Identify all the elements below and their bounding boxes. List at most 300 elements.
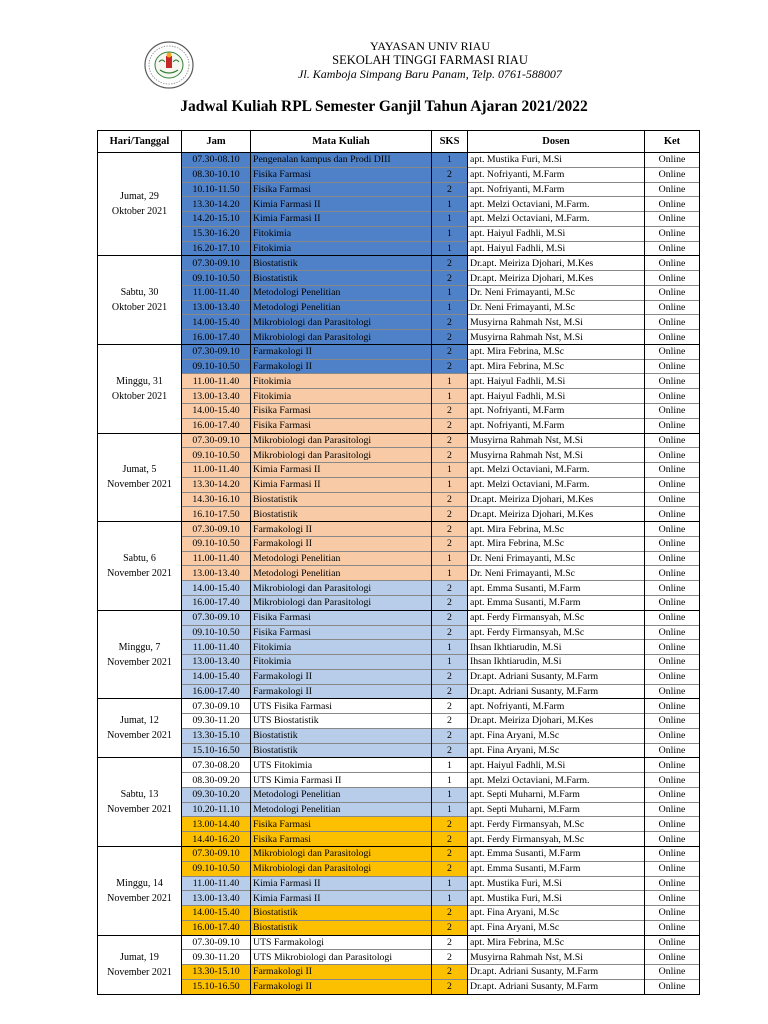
- credits-cell: 2: [432, 846, 468, 861]
- lecturer-cell: Musyirna Rahmah Nst, M.Si: [468, 950, 645, 965]
- table-row: [98, 920, 700, 935]
- day-date-line: Sabtu, 6: [123, 552, 156, 564]
- day-date-line: November 2021: [107, 567, 172, 579]
- lecturer-cell: apt. Mira Febrina, M.Sc: [468, 359, 645, 374]
- time-cell: 09.30-11.20: [182, 950, 251, 965]
- lecturer-cell: apt. Melzi Octaviani, M.Farm.: [468, 477, 645, 492]
- lecturer-cell: Musyirna Rahmah Nst, M.Si: [468, 433, 645, 448]
- day-date-line: November 2021: [107, 804, 172, 816]
- course-cell: Fitokimia: [251, 640, 432, 655]
- table-row: [98, 344, 700, 359]
- lecturer-cell: Dr. Neni Frimayanti, M.Sc: [468, 300, 645, 315]
- table-row: [98, 610, 700, 625]
- credits-cell: 2: [432, 950, 468, 965]
- note-cell: Online: [645, 640, 700, 655]
- course-cell: Biostatistik: [251, 920, 432, 935]
- course-cell: Fisika Farmasi: [251, 404, 432, 419]
- lecturer-cell: Dr.apt. Adriani Susanty, M.Farm: [468, 669, 645, 684]
- credits-cell: 1: [432, 773, 468, 788]
- credits-cell: 2: [432, 448, 468, 463]
- credits-cell: 2: [432, 699, 468, 714]
- table-row: [98, 300, 700, 315]
- column-header-lecturer: Dosen: [468, 131, 645, 153]
- time-cell: 10.10-11.50: [182, 182, 251, 197]
- day-date-line: Jumat, 29: [120, 191, 159, 203]
- table-row: [98, 330, 700, 345]
- table-row: [98, 684, 700, 699]
- course-cell: Mikrobiologi dan Parasitologi: [251, 581, 432, 596]
- course-cell: Fisika Farmasi: [251, 182, 432, 197]
- credits-cell: 1: [432, 300, 468, 315]
- course-cell: Fitokimia: [251, 226, 432, 241]
- course-cell: Biostatistik: [251, 728, 432, 743]
- note-cell: Online: [645, 817, 700, 832]
- time-cell: 16.10-17.50: [182, 507, 251, 522]
- lecturer-cell: apt. Emma Susanti, M.Farm: [468, 581, 645, 596]
- time-cell: 14.20-15.10: [182, 212, 251, 227]
- table-row: [98, 522, 700, 537]
- credits-cell: 1: [432, 802, 468, 817]
- table-row: [98, 285, 700, 300]
- course-cell: UTS Biostatistik: [251, 714, 432, 729]
- time-cell: 13.30-14.20: [182, 197, 251, 212]
- lecturer-cell: apt. Septi Muharni, M.Farm: [468, 802, 645, 817]
- table-row: [98, 625, 700, 640]
- course-cell: UTS Fisika Farmasi: [251, 699, 432, 714]
- lecturer-cell: Dr.apt. Adriani Susanty, M.Farm: [468, 979, 645, 994]
- day-date-line: November 2021: [107, 730, 172, 742]
- time-cell: 09.10-10.50: [182, 448, 251, 463]
- table-row: [98, 389, 700, 404]
- lecturer-cell: Dr.apt. Adriani Susanty, M.Farm: [468, 965, 645, 980]
- time-cell: 14.00-15.40: [182, 404, 251, 419]
- note-cell: Online: [645, 743, 700, 758]
- credits-cell: 2: [432, 906, 468, 921]
- course-cell: Farmakologi II: [251, 965, 432, 980]
- note-cell: Online: [645, 566, 700, 581]
- lecturer-cell: apt. Fina Aryani, M.Sc: [468, 920, 645, 935]
- note-cell: Online: [645, 610, 700, 625]
- table-row: [98, 182, 700, 197]
- credits-cell: 1: [432, 153, 468, 168]
- note-cell: Online: [645, 655, 700, 670]
- page-title: Jadwal Kuliah RPL Semester Ganjil Tahun Ajaran 2021/2022: [180, 98, 588, 115]
- lecturer-cell: Musyirna Rahmah Nst, M.Si: [468, 448, 645, 463]
- day-date-line: Jumat, 19: [120, 951, 159, 963]
- schedule-body: [98, 153, 700, 995]
- table-row: [98, 271, 700, 286]
- day-date-line: November 2021: [107, 656, 172, 668]
- note-cell: Online: [645, 625, 700, 640]
- note-cell: Online: [645, 374, 700, 389]
- credits-cell: 2: [432, 832, 468, 847]
- day-date-line: November 2021: [107, 479, 172, 491]
- course-cell: Fitokimia: [251, 655, 432, 670]
- note-cell: Online: [645, 861, 700, 876]
- table-row: [98, 492, 700, 507]
- lecturer-cell: apt. Haiyul Fadhli, M.Si: [468, 374, 645, 389]
- course-cell: Mikrobiologi dan Parasitologi: [251, 448, 432, 463]
- table-row: [98, 699, 700, 714]
- lecturer-cell: Dr.apt. Meiriza Djohari, M.Kes: [468, 271, 645, 286]
- column-header-note: Ket: [645, 131, 700, 153]
- time-cell: 15.30-16.20: [182, 226, 251, 241]
- course-cell: UTS Fitokimia: [251, 758, 432, 773]
- table-row: [98, 906, 700, 921]
- day-date-line: Oktober 2021: [111, 390, 168, 402]
- lecturer-cell: apt. Ferdy Firmansyah, M.Sc: [468, 625, 645, 640]
- course-cell: Kimia Farmasi II: [251, 197, 432, 212]
- credits-cell: 1: [432, 876, 468, 891]
- course-cell: Metodologi Penelitian: [251, 787, 432, 802]
- lecturer-cell: apt. Haiyul Fadhli, M.Si: [468, 389, 645, 404]
- credits-cell: 1: [432, 389, 468, 404]
- day-date-cell: [98, 610, 182, 699]
- day-date-line: Jumat, 12: [120, 715, 159, 727]
- lecturer-cell: apt. Septi Muharni, M.Farm: [468, 787, 645, 802]
- lecturer-cell: Dr. Neni Frimayanti, M.Sc: [468, 285, 645, 300]
- table-row: [98, 581, 700, 596]
- course-cell: Farmakologi II: [251, 522, 432, 537]
- day-date-line: Jumat, 5: [122, 464, 157, 476]
- column-header-day: Hari/Tanggal: [98, 131, 182, 153]
- course-cell: Fisika Farmasi: [251, 610, 432, 625]
- lecturer-cell: Dr.apt. Adriani Susanty, M.Farm: [468, 684, 645, 699]
- course-cell: UTS Farmakologi: [251, 935, 432, 950]
- day-date-line: Sabtu, 30: [120, 287, 159, 299]
- course-cell: UTS Mikrobiologi dan Parasitologi: [251, 950, 432, 965]
- note-cell: Online: [645, 950, 700, 965]
- course-cell: Fitokimia: [251, 389, 432, 404]
- note-cell: Online: [645, 167, 700, 182]
- table-row: [98, 787, 700, 802]
- note-cell: Online: [645, 832, 700, 847]
- credits-cell: 2: [432, 315, 468, 330]
- lecturer-cell: apt. Nofriyanti, M.Farm: [468, 418, 645, 433]
- day-date-cell: [98, 699, 182, 758]
- table-row: [98, 477, 700, 492]
- course-cell: Biostatistik: [251, 492, 432, 507]
- table-row: [98, 846, 700, 861]
- school-name: SEKOLAH TINGGI FARMASI RIAU: [332, 53, 528, 67]
- note-cell: Online: [645, 315, 700, 330]
- time-cell: 07.30-09.10: [182, 344, 251, 359]
- credits-cell: 2: [432, 935, 468, 950]
- note-cell: Online: [645, 285, 700, 300]
- lecturer-cell: apt. Nofriyanti, M.Farm: [468, 404, 645, 419]
- time-cell: 16.20-17.10: [182, 241, 251, 256]
- course-cell: Biostatistik: [251, 906, 432, 921]
- note-cell: Online: [645, 418, 700, 433]
- note-cell: Online: [645, 876, 700, 891]
- note-cell: Online: [645, 330, 700, 345]
- note-cell: Online: [645, 536, 700, 551]
- note-cell: Online: [645, 241, 700, 256]
- note-cell: Online: [645, 463, 700, 478]
- time-cell: 13.30-15.10: [182, 965, 251, 980]
- day-date-cell: [98, 256, 182, 345]
- table-row: [98, 758, 700, 773]
- credits-cell: 2: [432, 492, 468, 507]
- time-cell: 09.30-11.20: [182, 714, 251, 729]
- credits-cell: 2: [432, 920, 468, 935]
- credits-cell: 1: [432, 566, 468, 581]
- time-cell: 14.00-15.40: [182, 581, 251, 596]
- course-cell: Metodologi Penelitian: [251, 300, 432, 315]
- credits-cell: 2: [432, 404, 468, 419]
- time-cell: 14.00-15.40: [182, 315, 251, 330]
- note-cell: Online: [645, 669, 700, 684]
- credits-cell: 2: [432, 359, 468, 374]
- time-cell: 09.30-10.20: [182, 787, 251, 802]
- credits-cell: 2: [432, 522, 468, 537]
- note-cell: Online: [645, 359, 700, 374]
- note-cell: Online: [645, 389, 700, 404]
- time-cell: 07.30-09.10: [182, 522, 251, 537]
- credits-cell: 1: [432, 891, 468, 906]
- table-row: [98, 226, 700, 241]
- note-cell: Online: [645, 344, 700, 359]
- lecturer-cell: Dr.apt. Meiriza Djohari, M.Kes: [468, 714, 645, 729]
- time-cell: 16.00-17.40: [182, 595, 251, 610]
- lecturer-cell: Dr. Neni Frimayanti, M.Sc: [468, 566, 645, 581]
- lecturer-cell: apt. Fina Aryani, M.Sc: [468, 743, 645, 758]
- note-cell: Online: [645, 906, 700, 921]
- time-cell: 13.00-13.40: [182, 300, 251, 315]
- course-cell: Fisika Farmasi: [251, 167, 432, 182]
- lecturer-cell: apt. Melzi Octaviani, M.Farm.: [468, 197, 645, 212]
- lecturer-cell: apt. Mira Febrina, M.Sc: [468, 344, 645, 359]
- note-cell: Online: [645, 728, 700, 743]
- table-row: [98, 655, 700, 670]
- time-cell: 13.30-15.10: [182, 728, 251, 743]
- time-cell: 13.00-13.40: [182, 891, 251, 906]
- note-cell: Online: [645, 153, 700, 168]
- day-date-line: November 2021: [107, 966, 172, 978]
- time-cell: 14.30-16.10: [182, 492, 251, 507]
- credits-cell: 2: [432, 182, 468, 197]
- credits-cell: 2: [432, 330, 468, 345]
- table-row: [98, 197, 700, 212]
- note-cell: Online: [645, 979, 700, 994]
- course-cell: Kimia Farmasi II: [251, 212, 432, 227]
- lecturer-cell: apt. Melzi Octaviani, M.Farm.: [468, 773, 645, 788]
- note-cell: Online: [645, 935, 700, 950]
- table-row: [98, 241, 700, 256]
- note-cell: Online: [645, 448, 700, 463]
- lecturer-cell: apt. Mira Febrina, M.Sc: [468, 522, 645, 537]
- time-cell: 13.00-14.40: [182, 817, 251, 832]
- time-cell: 11.00-11.40: [182, 285, 251, 300]
- note-cell: Online: [645, 197, 700, 212]
- day-date-line: Oktober 2021: [111, 302, 168, 314]
- lecturer-cell: apt. Nofriyanti, M.Farm: [468, 699, 645, 714]
- time-cell: 10.20-11.10: [182, 802, 251, 817]
- table-row: [98, 935, 700, 950]
- time-cell: 11.00-11.40: [182, 463, 251, 478]
- school-address: Jl. Kamboja Simpang Baru Panam, Telp. 0761-588007: [298, 67, 562, 81]
- note-cell: Online: [645, 433, 700, 448]
- credits-cell: 1: [432, 463, 468, 478]
- lecturer-cell: apt. Haiyul Fadhli, M.Si: [468, 241, 645, 256]
- day-date-cell: [98, 935, 182, 994]
- table-row: [98, 374, 700, 389]
- credits-cell: 1: [432, 212, 468, 227]
- time-cell: 11.00-11.40: [182, 551, 251, 566]
- schedule-table: [97, 130, 700, 995]
- credits-cell: 1: [432, 241, 468, 256]
- table-row: [98, 507, 700, 522]
- credits-cell: 2: [432, 418, 468, 433]
- note-cell: Online: [645, 404, 700, 419]
- note-cell: Online: [645, 773, 700, 788]
- course-cell: Fitokimia: [251, 241, 432, 256]
- credits-cell: 2: [432, 581, 468, 596]
- table-row: [98, 876, 700, 891]
- note-cell: Online: [645, 507, 700, 522]
- column-header-time: Jam: [182, 131, 251, 153]
- table-row: [98, 167, 700, 182]
- credits-cell: 2: [432, 167, 468, 182]
- lecturer-cell: apt. Emma Susanti, M.Farm: [468, 846, 645, 861]
- table-row: [98, 212, 700, 227]
- column-header-course: Mata Kuliah: [251, 131, 432, 153]
- course-cell: Farmakologi II: [251, 344, 432, 359]
- table-row: [98, 817, 700, 832]
- day-date-line: Minggu, 14: [116, 877, 163, 889]
- lecturer-cell: apt. Fina Aryani, M.Sc: [468, 906, 645, 921]
- time-cell: 14.00-15.40: [182, 669, 251, 684]
- time-cell: 13.00-13.40: [182, 389, 251, 404]
- lecturer-cell: apt. Melzi Octaviani, M.Farm.: [468, 463, 645, 478]
- table-row: [98, 315, 700, 330]
- time-cell: 09.10-10.50: [182, 861, 251, 876]
- credits-cell: 2: [432, 979, 468, 994]
- note-cell: Online: [645, 256, 700, 271]
- time-cell: 16.00-17.40: [182, 920, 251, 935]
- time-cell: 14.00-15.40: [182, 906, 251, 921]
- time-cell: 13.00-13.40: [182, 655, 251, 670]
- note-cell: Online: [645, 684, 700, 699]
- course-cell: Biostatistik: [251, 743, 432, 758]
- course-cell: Mikrobiologi dan Parasitologi: [251, 861, 432, 876]
- course-cell: Fisika Farmasi: [251, 418, 432, 433]
- course-cell: Mikrobiologi dan Parasitologi: [251, 330, 432, 345]
- course-cell: Metodologi Penelitian: [251, 802, 432, 817]
- time-cell: 11.00-11.40: [182, 640, 251, 655]
- course-cell: Fitokimia: [251, 374, 432, 389]
- credits-cell: 2: [432, 433, 468, 448]
- lecturer-cell: apt. Haiyul Fadhli, M.Si: [468, 226, 645, 241]
- course-cell: Mikrobiologi dan Parasitologi: [251, 846, 432, 861]
- note-cell: Online: [645, 802, 700, 817]
- table-row: [98, 965, 700, 980]
- credits-cell: 1: [432, 787, 468, 802]
- time-cell: 09.10-10.50: [182, 359, 251, 374]
- table-row: [98, 256, 700, 271]
- course-cell: Biostatistik: [251, 507, 432, 522]
- lecturer-cell: Musyirna Rahmah Nst, M.Si: [468, 330, 645, 345]
- lecturer-cell: apt. Ferdy Firmansyah, M.Sc: [468, 610, 645, 625]
- note-cell: Online: [645, 581, 700, 596]
- lecturer-cell: apt. Mira Febrina, M.Sc: [468, 536, 645, 551]
- table-row: [98, 979, 700, 994]
- time-cell: 11.00-11.40: [182, 876, 251, 891]
- table-row: [98, 669, 700, 684]
- table-row: [98, 714, 700, 729]
- time-cell: 16.00-17.40: [182, 418, 251, 433]
- note-cell: Online: [645, 477, 700, 492]
- course-cell: Metodologi Penelitian: [251, 551, 432, 566]
- lecturer-cell: Dr.apt. Meiriza Djohari, M.Kes: [468, 492, 645, 507]
- course-cell: Biostatistik: [251, 271, 432, 286]
- time-cell: 07.30-09.10: [182, 699, 251, 714]
- day-date-line: Sabtu, 13: [120, 789, 159, 801]
- course-cell: Fisika Farmasi: [251, 832, 432, 847]
- credits-cell: 2: [432, 743, 468, 758]
- credits-cell: 1: [432, 477, 468, 492]
- lecturer-cell: apt. Ferdy Firmansyah, M.Sc: [468, 817, 645, 832]
- lecturer-cell: Ihsan Ikhtiarudin, M.Si: [468, 655, 645, 670]
- note-cell: Online: [645, 595, 700, 610]
- note-cell: Online: [645, 846, 700, 861]
- table-row: [98, 153, 700, 168]
- course-cell: Mikrobiologi dan Parasitologi: [251, 315, 432, 330]
- lecturer-cell: apt. Mustika Furi, M.Si: [468, 891, 645, 906]
- time-cell: 14.40-16.20: [182, 832, 251, 847]
- note-cell: Online: [645, 271, 700, 286]
- time-cell: 15.10-16.50: [182, 979, 251, 994]
- note-cell: Online: [645, 212, 700, 227]
- lecturer-cell: Dr.apt. Meiriza Djohari, M.Kes: [468, 256, 645, 271]
- course-cell: Farmakologi II: [251, 684, 432, 699]
- lecturer-cell: Dr.apt. Meiriza Djohari, M.Kes: [468, 507, 645, 522]
- lecturer-cell: apt. Haiyul Fadhli, M.Si: [468, 758, 645, 773]
- table-row: [98, 891, 700, 906]
- day-date-cell: [98, 433, 182, 522]
- time-cell: 07.30-09.10: [182, 256, 251, 271]
- course-cell: Kimia Farmasi II: [251, 463, 432, 478]
- course-cell: Kimia Farmasi II: [251, 477, 432, 492]
- day-date-cell: [98, 758, 182, 847]
- course-cell: Kimia Farmasi II: [251, 876, 432, 891]
- credits-cell: 2: [432, 728, 468, 743]
- course-cell: UTS Kimia Farmasi II: [251, 773, 432, 788]
- credits-cell: 1: [432, 197, 468, 212]
- course-cell: Farmakologi II: [251, 536, 432, 551]
- credits-cell: 1: [432, 226, 468, 241]
- table-row: [98, 536, 700, 551]
- time-cell: 13.00-13.40: [182, 566, 251, 581]
- day-date-line: Minggu, 7: [118, 641, 161, 653]
- credits-cell: 2: [432, 536, 468, 551]
- time-cell: 15.10-16.50: [182, 743, 251, 758]
- credits-cell: 2: [432, 595, 468, 610]
- credits-cell: 1: [432, 758, 468, 773]
- table-row: [98, 640, 700, 655]
- credits-cell: 2: [432, 965, 468, 980]
- lecturer-cell: apt. Emma Susanti, M.Farm: [468, 595, 645, 610]
- day-date-cell: [98, 344, 182, 433]
- credits-cell: 2: [432, 714, 468, 729]
- time-cell: 16.00-17.40: [182, 684, 251, 699]
- day-date-cell: [98, 153, 182, 256]
- table-row: [98, 433, 700, 448]
- note-cell: Online: [645, 891, 700, 906]
- credits-cell: 2: [432, 684, 468, 699]
- credits-cell: 1: [432, 655, 468, 670]
- table-row: [98, 832, 700, 847]
